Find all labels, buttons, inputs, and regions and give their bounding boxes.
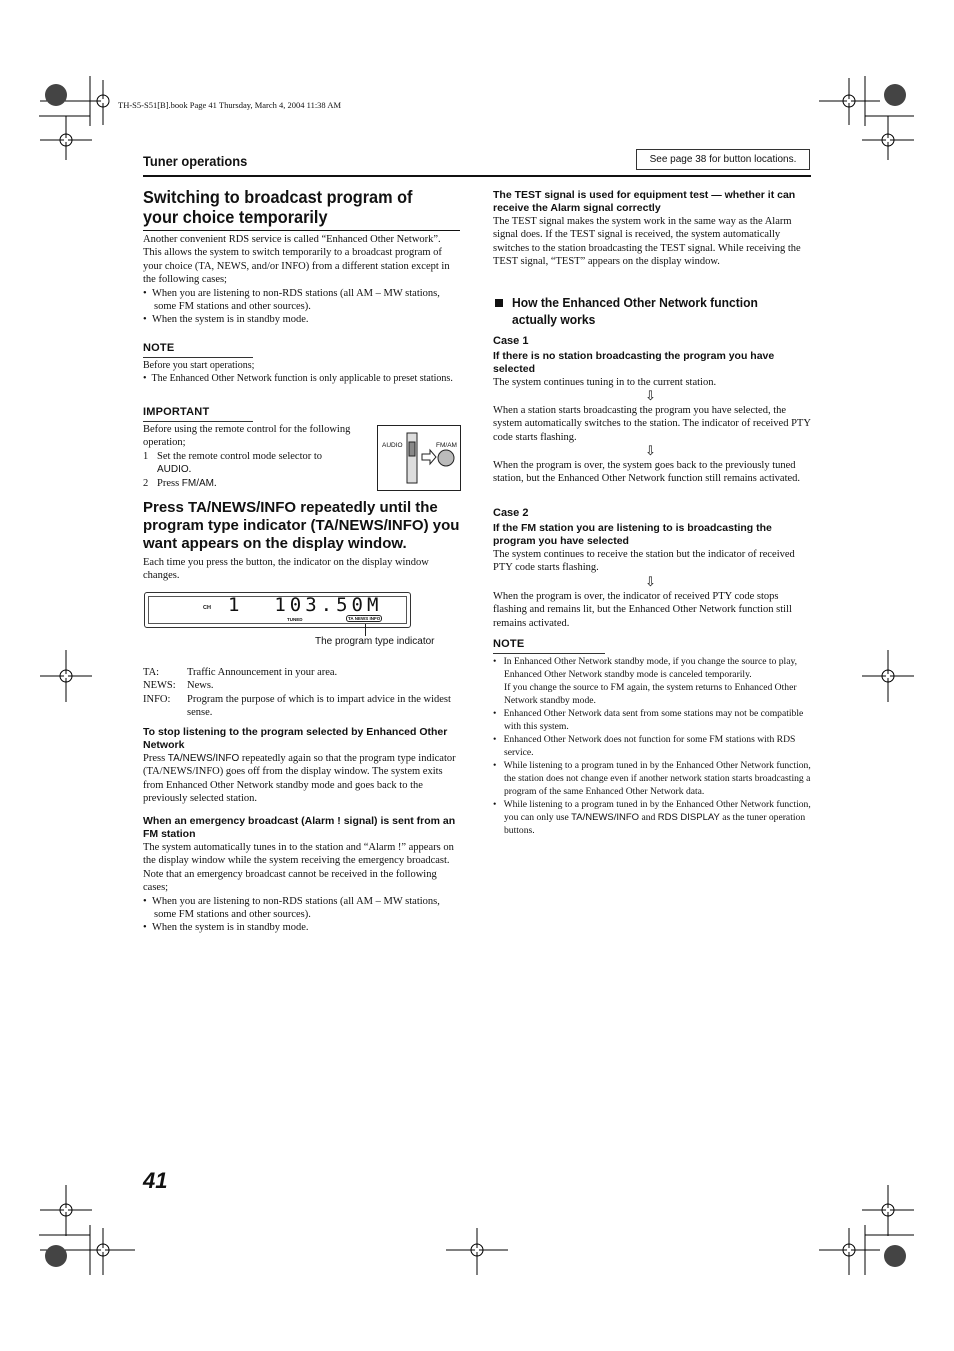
note-label: NOTE — [493, 638, 525, 650]
remote-illustration — [377, 425, 461, 491]
step-text: Each time you press the button, the indicator on the display window changes. — [143, 557, 429, 582]
down-arrow-icon: ⇩ — [645, 574, 656, 589]
see-page-reference: See page 38 for button locations. — [636, 149, 810, 170]
note-block — [143, 359, 461, 385]
list-item: • When you are listening to non-RDS stations (all AM – MW stations, some FM stations and other sources). — [143, 895, 440, 921]
step-heading: Press TA/NEWS/INFO repeatedly until the program type indicator (TA/NEWS/INFO) you want appears on the display window. — [143, 499, 460, 552]
remote-diagram — [378, 426, 460, 490]
case2-text: The system continues to receive the station but the indicator of received PTY code starts flashing. — [493, 549, 795, 574]
note-rule — [143, 357, 253, 358]
list-item: • Enhanced Other Network does not function for some FM stations with RDS service. — [493, 734, 796, 758]
stop-text: Press TA/NEWS/INFO repeatedly again so that the program type indicator (TA/NEWS/INFO) goes off from the display window. The system exits from Enhanced Other Network standby mode and goes back to the previously selected station. — [143, 753, 456, 805]
table-row: INFO: Program the purpose of which is to impart advice in the widest sense. — [143, 693, 451, 719]
intro-paragraph: This allows the system to switch temporarily to a broadcast program of your choice (TA, NEWS, and/or INFO) from a different station except in the following cases; — [143, 247, 450, 286]
list-item: • When the system is in standby mode. — [143, 922, 309, 934]
display-ch: CH — [203, 605, 211, 611]
down-arrow-icon: ⇩ — [645, 388, 656, 403]
important-rule — [143, 421, 253, 422]
caption-leader — [365, 624, 366, 636]
important-label: IMPORTANT — [143, 406, 210, 418]
important-block — [143, 423, 363, 490]
display-pty-indicator: TA NEWS INFO — [348, 616, 381, 621]
title-rule — [143, 230, 460, 231]
intro-block — [143, 233, 461, 327]
note-label: NOTE — [143, 342, 175, 354]
list-item: • When the system is in standby mode. — [143, 314, 309, 326]
case1-text: When a station starts broadcasting the program you have selected, the system automatically switches to the station. The indicator of received PTY code starts flashing. — [493, 405, 811, 443]
case1-text: When the program is over, the system goes back to the previously tuned station, but the Enhanced Other Network function still remains activated. — [493, 460, 801, 485]
emergency-heading: When an emergency broadcast (Alarm ! signal) is sent from an FM station — [143, 815, 456, 840]
case1-label: Case 1 — [493, 335, 529, 347]
page-number: 41 — [143, 1168, 168, 1193]
list-item-continuation: If you change the source to FM again, the system returns to Enhanced Other Network standby mode. — [504, 682, 797, 706]
display-window — [144, 592, 411, 628]
table-row: TA: Traffic Announcement in your area. — [143, 667, 338, 678]
display-frequency: 1 103.50M — [228, 594, 383, 616]
remote-fmam-label: FM/AM — [436, 442, 457, 449]
list-item: • While listening to a program tuned in by the Enhanced Other Network function, the station does not change even if another network station starts broadcasting a program of the same Enhanced Other Network data. — [493, 760, 811, 797]
test-heading: The TEST signal is used for equipment test — whether it can receive the Alarm signal correctly — [493, 189, 796, 214]
case1-text: The system continues tuning in to the current station. — [493, 377, 717, 388]
intro-paragraph: Another convenient RDS service is called “Enhanced Other Network”. — [143, 234, 441, 245]
important-text: Before using the remote control for the following operation; — [143, 424, 351, 449]
emergency-text: Note that an emergency broadcast cannot be received in the following cases; — [143, 868, 437, 894]
stop-heading: To stop listening to the program selected by Enhanced Other Network — [143, 726, 448, 751]
page-title: Switching to broadcast program of your choice temporarily — [143, 187, 413, 227]
remote-audio-label: AUDIO — [382, 442, 403, 449]
case2-label: Case 2 — [493, 507, 529, 519]
list-item: • In Enhanced Other Network standby mode, if you change the source to play, Enhanced Other Network standby mode is canceled temporarily. — [493, 656, 798, 680]
header-rule — [143, 175, 811, 177]
down-arrow-icon: ⇩ — [645, 443, 656, 458]
list-item: • The Enhanced Other Network function is only applicable to preset stations. — [143, 373, 453, 384]
note-text: Before you start operations; — [143, 360, 255, 371]
emergency-text: The system automatically tunes in to the station and “Alarm !” appears on the display window while the system receiving the emergency broadcast. — [143, 842, 454, 867]
emergency-block — [143, 841, 461, 935]
file-info: TH-S5-S51[B].book Page 41 Thursday, March 4, 2004 11:38 AM — [118, 100, 342, 110]
section-label: Tuner operations — [143, 153, 248, 169]
case1-heading: If there is no station broadcasting the program you have selected — [493, 350, 775, 375]
list-item: • While listening to a program tuned in by the Enhanced Other Network function, you can only use TA/NEWS/INFO and RDS DISPLAY as the tuner operation buttons. — [493, 799, 811, 836]
case2-heading: If the FM station you are listening to is broadcasting the program you have selected — [493, 522, 772, 547]
list-item: 2 Press FM/AM. — [143, 477, 217, 489]
note-rule — [493, 653, 605, 654]
case2-text: When the program is over, the indicator of received PTY code stops flashing and remains lit, but the Enhanced Other Network function still remains activated. — [493, 591, 792, 629]
how-heading: How the Enhanced Other Network function actually works — [512, 295, 758, 327]
definition-list — [143, 666, 461, 720]
notes-list — [493, 655, 811, 837]
display-caption: The program type indicator — [315, 636, 435, 647]
display-tuned: TUNED — [287, 617, 303, 622]
list-item: 1 Set the remote control mode selector to AUDIO. — [143, 450, 323, 476]
table-row: NEWS: News. — [143, 680, 214, 692]
test-text: The TEST signal makes the system work in the same way as the Alarm signal does. If the TEST signal is received, the system automatically switches to the station broadcasting the TEST signal. While receiving the TEST signal, “TEST” appears on the display window. — [493, 216, 801, 268]
list-item: • Enhanced Other Network data sent from some stations may not be compatible with this system. — [493, 708, 804, 732]
list-item: • When you are listening to non-RDS stations (all AM – MW stations, some FM stations and other sources). — [143, 287, 440, 313]
square-bullet-icon — [495, 299, 503, 307]
